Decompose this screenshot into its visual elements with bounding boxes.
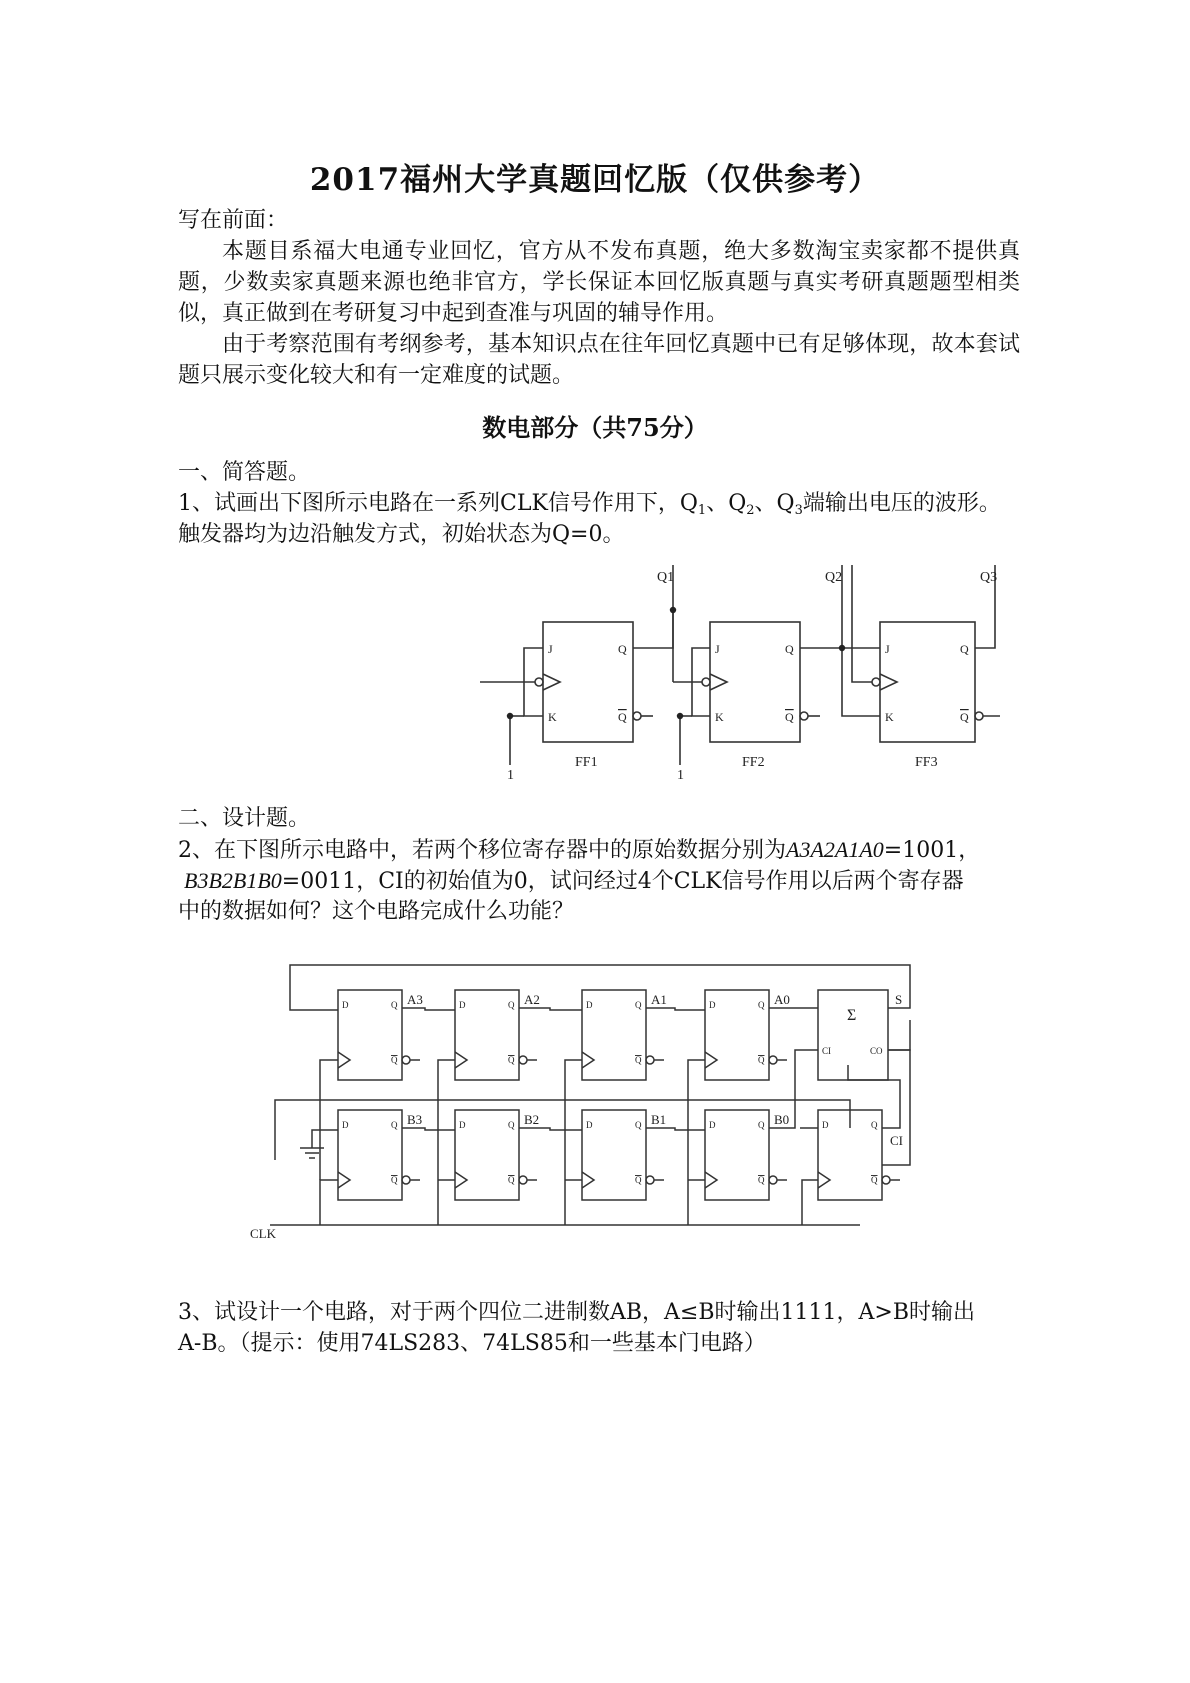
- output-q2-label: Q2: [825, 570, 843, 585]
- a0-pin-d: D: [709, 1000, 716, 1010]
- question-3-line-1: 3、试设计一个电路，对于两个四位二进制数AB，A≤B时输出1111，A>B时输出: [178, 1300, 976, 1325]
- part2-heading: 二、设计题。: [178, 806, 311, 831]
- a1-pin-q: Q: [635, 1000, 642, 1010]
- question-3-line-2: A-B。（提示：使用74LS283、74LS85和一些基本门电路）: [178, 1331, 766, 1356]
- ff3-label: FF3: [915, 755, 938, 770]
- a0-pin-q: Q: [758, 1000, 765, 1010]
- adder-co-pin: CO: [870, 1046, 883, 1056]
- question-2-line-1: 2、在下图所示电路中，若两个移位寄存器中的原始数据分别为A3A2A1A0=1001，: [178, 837, 981, 863]
- output-q3-label: Q3: [980, 570, 998, 585]
- adder-sigma-symbol: Σ: [847, 1007, 857, 1024]
- b0-pin-q: Q: [758, 1120, 765, 1130]
- ff1-pin-q: Q: [618, 642, 627, 656]
- b3-pin-q: Q: [391, 1120, 398, 1130]
- ff1-label: FF1: [575, 755, 598, 770]
- a3-label: A3: [407, 992, 423, 1007]
- b1-pin-d: D: [586, 1120, 593, 1130]
- question-1-line-1: 1、试画出下图所示电路在一系列CLK信号作用下，$Q_1$、$Q_2$、$Q_3$端输出电压的波形。: [178, 491, 1001, 518]
- ff3-pin-k: K: [885, 710, 894, 724]
- ci-dff-pin-d: D: [822, 1120, 829, 1130]
- b1-pin-q: Q: [635, 1120, 642, 1130]
- ff1-pin-k: K: [548, 710, 557, 724]
- ci-register-label: CI: [890, 1133, 903, 1148]
- ff1-box: [543, 622, 633, 742]
- question-2-line-2: B3B2B1B0=0011，CI的初始值为0，试问经过4个CLK信号作用以后两个寄存器: [184, 868, 964, 894]
- section-title: 数电部分（共75分）: [482, 413, 708, 442]
- preface-paragraph-1: 本题目系福大电通专业回忆，官方从不发布真题，绝大多数淘宝卖家都不提供真题，少数卖家真题来源也绝非官方，学长保证本回忆版真题与真实考研真题题型相类似，真正做到在考研复习中起到查准与巩固的辅导作用。: [178, 239, 1020, 326]
- ff2-pin-j: J: [715, 642, 720, 656]
- figure-1-jk-circuit: [480, 565, 1020, 780]
- a2-pin-q: Q: [508, 1000, 515, 1010]
- ff1-const-one: 1: [507, 768, 514, 780]
- page-title: 2017福州大学真题回忆版（仅供参考）: [309, 162, 881, 198]
- preface-heading: 写在前面：: [178, 208, 289, 233]
- output-q1-label: Q1: [657, 570, 675, 585]
- question-1-line-2: 触发器均为边沿触发方式，初始状态为Q=0。: [178, 522, 625, 547]
- a0-label: A0: [774, 992, 790, 1007]
- b3-label: B3: [407, 1112, 423, 1127]
- ff3-box: [880, 622, 975, 742]
- a2-pin-d: D: [459, 1000, 466, 1010]
- b0-label: B0: [774, 1112, 790, 1127]
- a0-pin-qbar: Q: [758, 1055, 765, 1065]
- ff2-pin-q: Q: [785, 642, 794, 656]
- adder-s-label: S: [895, 992, 903, 1007]
- b0-pin-d: D: [709, 1120, 716, 1130]
- b2-label: B2: [524, 1112, 540, 1127]
- ff3-pin-j: J: [885, 642, 890, 656]
- b2-pin-q: Q: [508, 1120, 515, 1130]
- clk-label: CLK: [250, 1226, 276, 1241]
- a2-pin-qbar: Q: [508, 1055, 515, 1065]
- ff2-pin-qbar: Q: [785, 710, 794, 724]
- b0-pin-qbar: Q: [758, 1175, 765, 1185]
- a1-pin-d: D: [586, 1000, 593, 1010]
- ff1-pin-j: J: [548, 642, 553, 656]
- b3-pin-qbar: Q: [391, 1175, 398, 1185]
- b1-label: B1: [651, 1112, 667, 1127]
- ci-dff-pin-q: Q: [871, 1120, 878, 1130]
- adder-ci-pin: CI: [822, 1046, 831, 1056]
- ff2-box: [710, 622, 800, 742]
- a3-pin-qbar: Q: [391, 1055, 398, 1065]
- ff1-pin-qbar: Q: [618, 710, 627, 724]
- a2-label: A2: [524, 992, 540, 1007]
- ci-dff-pin-qbar: Q: [871, 1175, 878, 1185]
- b1-pin-qbar: Q: [635, 1175, 642, 1185]
- a1-label: A1: [651, 992, 667, 1007]
- ff3-pin-qbar: Q: [960, 710, 969, 724]
- a3-pin-q: Q: [391, 1000, 398, 1010]
- a1-pin-qbar: Q: [635, 1055, 642, 1065]
- b2-pin-qbar: Q: [508, 1175, 515, 1185]
- b3-pin-d: D: [342, 1120, 349, 1130]
- question-2-line-3: 中的数据如何？这个电路完成什么功能？: [178, 899, 575, 924]
- part1-heading: 一、简答题。: [178, 460, 311, 485]
- ff2-const-one: 1: [677, 768, 684, 780]
- b2-pin-d: D: [459, 1120, 466, 1130]
- a3-pin-d: D: [342, 1000, 349, 1010]
- preface-paragraph-2: 由于考察范围有考纲参考，基本知识点在往年回忆真题中已有足够体现，故本套试题只展示变化较大和有一定难度的试题。: [178, 332, 1020, 388]
- figure-2-serial-adder: [250, 960, 940, 1260]
- ff2-pin-k: K: [715, 710, 724, 724]
- ff2-label: FF2: [742, 755, 765, 770]
- ff3-pin-q: Q: [960, 642, 969, 656]
